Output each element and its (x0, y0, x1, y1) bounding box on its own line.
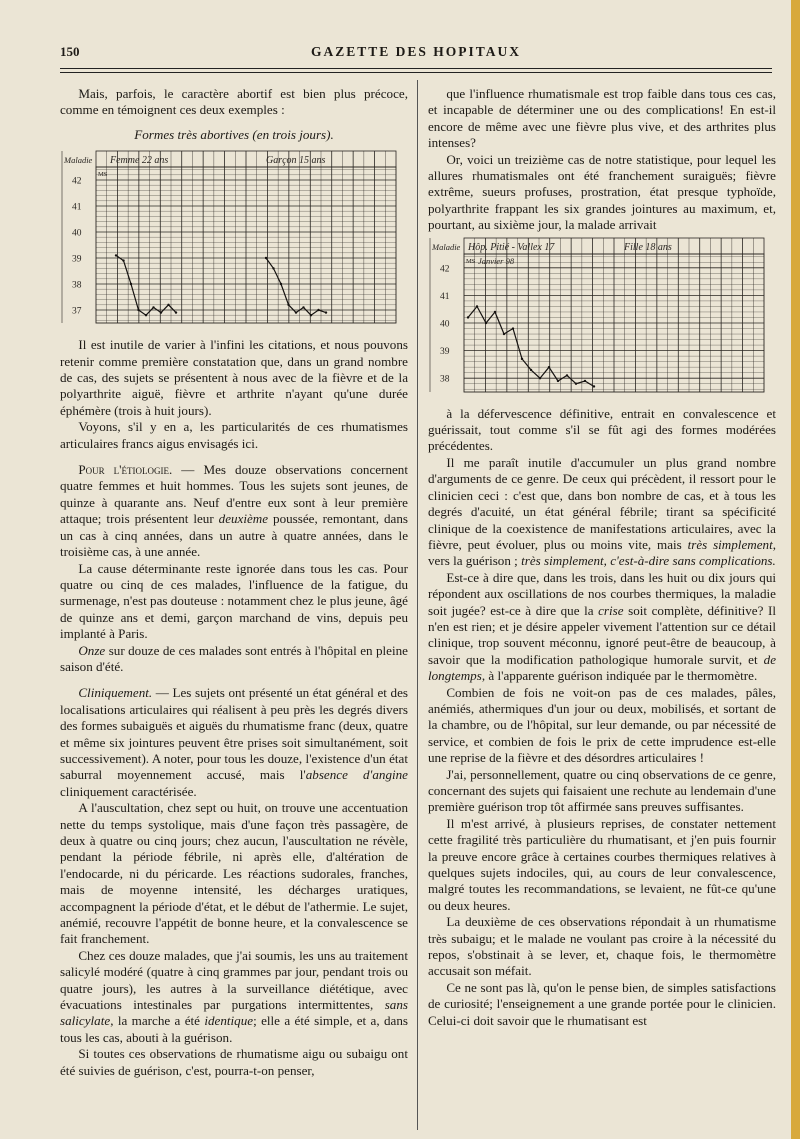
chart-point (265, 257, 267, 259)
emphasis: absence d'angine (305, 767, 408, 783)
chart-tick-label: 37 (72, 306, 82, 317)
text-run: , la marche a été (110, 1013, 205, 1029)
chart-tick-label: 39 (72, 254, 82, 265)
text-run: cliniquement caractérisée. (60, 783, 197, 799)
chart-point (584, 379, 586, 381)
text-run: Chez ces douze malades, que j'ai soumis, les uns au traitement salicylé modéré (quatre à cinq grammes par jour, pendant trois ou quatre jours), les autres à la surveillance diététique, avec évacuations intestinales par purgations intermittentes, (60, 947, 408, 1013)
page-number: 150 (60, 44, 80, 59)
chart-series-line (266, 258, 326, 315)
chart-point (302, 306, 304, 308)
paragraph (60, 948, 408, 1046)
emphasis: Onze (78, 642, 106, 658)
chart-row-label: S (471, 257, 475, 265)
chart-y-label: Maladie (64, 155, 93, 166)
chart-tick-label: 42 (72, 176, 82, 187)
text-run: — Les sujets ont présenté un état général et des localisations articulaires qui réalisent à peu près les degrés divers des formes subaiguës et aiguës du rhumatisme franc (deux, quatre et même six jointures peuvent être prises soit simultanément, soit successivement). A noter, pour tous les douze, l'existence d'un état saburral moyennement accusé, mais l' (60, 685, 408, 783)
chart-tick-label: 39 (440, 346, 450, 357)
chart-tick-label: 42 (440, 263, 450, 274)
chart-point (566, 374, 568, 376)
chart-point (175, 312, 177, 314)
chart-point (160, 312, 162, 314)
chart-series-line (468, 306, 594, 386)
chart-header-label: Fille 18 ans (624, 241, 672, 253)
chart-point (280, 283, 282, 285)
chart-row-label: S (103, 171, 107, 179)
journal-title: GAZETTE DES HOPITAUX (310, 44, 522, 59)
emphasis: sans salicylate (60, 997, 408, 1029)
chart-row-label: M (466, 257, 472, 265)
chart-header-label: Garçon 15 ans (266, 155, 326, 167)
right-column (428, 86, 776, 1029)
text-run: Est-ce à dire que, dans les trois, dans les huit ou dix jours qui répondent aux oscillations de nos courbes thermiques, la maladie soit jugée? est-ce à dire que la (428, 569, 776, 618)
text-run: poussée, remontant, dans un cas à cinq années, dans un autre à quatre années, dans le troisième cas, à une année. (60, 511, 408, 560)
chart-tick-label: 40 (440, 319, 450, 330)
paragraph: Il m'est arrivé, à plusieurs reprises, de constater nettement cette fragilité très particulière du rhumatisant, et j'en puis fournir la preuve encore grâce à certaines courbes thermiques relatives à quelques sujets indociles, qui, au cours de leur convalescence, malgré toutes les recommandations, se levaient, ne fût-ce qu'une ou deux heures. (428, 815, 776, 913)
chart-point (167, 304, 169, 306)
paragraph: La cause déterminante reste ignorée dans tous les cas. Pour quatre ou cinq de ces malades, l'influence de la fatigue, du surmenage, n'est pas douteuse : notamment chez le plus jeune, âgé de quinze ans et demi, garçon marchand de vins, depuis peu implanté à Paris. (60, 560, 408, 642)
paragraph: Or, voici un treizième cas de notre statistique, pour lequel les allures rhumatismales ont été franchement suraiguës; fièvre extrême, sueurs profuses, prostration, état presque typhoïde, polyarthrite frappant les six grandes jointures au maximum, et, pourtant, au sixième jour, la malade arrivait (428, 151, 776, 233)
text-run: — Mes douze observations concernent quatre femmes et huit hommes. Tous les sujets sont jeunes, de quinze à quarante ans. Neuf d'entre eux sont à leur première attaque; trois présentent leur (60, 462, 408, 527)
section-label: Pour l'étiologie. (78, 462, 173, 478)
chart-point (521, 357, 523, 359)
paragraph: Si toutes ces observations de rhumatisme aigu ou subaigu ont été suivies de guérison, c'est, pourra-t-on penser, (60, 1046, 408, 1078)
chart-point (122, 260, 124, 262)
paragraph-etiologie (60, 462, 408, 560)
chart-tick-label: 38 (440, 374, 450, 385)
figure-caption: Formes très abortives (en trois jours). (134, 126, 334, 142)
chart-point (467, 316, 469, 318)
paragraph: Combien de fois ne voit-on pas de ces malades, pâles, anémiés, athermiques d'un jour ou deux, mobilisés, et sortant de la chambre, ou de l'hôpital, sur leur demande, ou par nécessité de service, et combien de fois le prix de cette imprudence est-elle une reprise de la fièvre et des désordres articulaires ! (428, 684, 776, 766)
chart-point (557, 379, 559, 381)
chart-tick-label: 40 (72, 228, 82, 239)
chart-header-label: Femme 22 ans (110, 155, 169, 167)
emphasis: deuxième (218, 511, 269, 527)
chart-point (115, 254, 117, 256)
chart-point (593, 385, 595, 387)
chart-point (310, 314, 312, 316)
paragraph: La deuxième de ces observations répondait à un rhumatisme très subaigu; et le malade ne voulant pas croire à la nécessité du repos, s'obstinait à se lever, et, chaque fois, le thermomètre accusait son méfait. (428, 914, 776, 979)
temperature-chart-2 (428, 236, 768, 396)
chart-row-label: M (98, 171, 104, 179)
chart-point (485, 321, 487, 323)
chart-point (152, 306, 154, 308)
page-edge-strip (791, 0, 800, 1139)
text-run: Il me paraît inutile d'accumuler un plus grand nombre d'arguments de ce genre. De ceux qui précèdent, il ressort pour le clinicien ceci : c'est que, dans bon nombre de cas, et à tous les degrés d'acuité, un état général fébrile; tirant sa spécificité clinique de la coexistence de manifestations articulaires, avec la fièvre, peut évoluer, plus ou moins vite, mais (428, 454, 776, 552)
chart-point (548, 366, 550, 368)
emphasis: identique (204, 1013, 254, 1029)
paragraph: Il est inutile de varier à l'infini les citations, et nous pouvons retenir comme première constatation que, dans un grand nombre de cas, des sujets se présentent à nous avec de la fièvre et de la polyarthrite aiguë, fièvre et arthrite n'ayant qu'une durée éphémère (trois à huit jours). (60, 337, 408, 418)
paragraph: J'ai, personnellement, quatre ou cinq observations de ce genre, concernant des sujets qui faisaient une rechute au lendemain d'une première guérison trop tôt affirmée sans preuves suffisantes. (428, 766, 776, 815)
chart-point (295, 312, 297, 314)
chart-tick-label: 38 (72, 280, 82, 291)
paragraph: à la défervescence définitive, entrait en convalescence et guérissait, tout comme s'il se fût agi des formes modérées précédentes. (428, 405, 776, 454)
section-label: Cliniquement. (78, 685, 153, 701)
chart-point (530, 368, 532, 370)
paragraph (60, 643, 408, 676)
text-run: sur douze de ces malades sont entrés à l'hôpital en pleine saison d'été. (60, 642, 408, 674)
chart-point (145, 314, 147, 316)
text-run: ; elle a été simple, et a, dans tous les cas, abouti à la guérison. (60, 1013, 408, 1045)
paragraph: Mais, parfois, le caractère abortif est bien plus précoce, comme en témoignent ces deux exemples : (60, 86, 408, 118)
text-run: soit complète, définitive? Il n'en est rien; et je désire appeler vivement l'attention sur ce détail clinique, trop souvent méconnu, ignoré peut-être de beaucoup, à savoir que la modification pathologique humorale survit, et (428, 602, 776, 667)
paragraph: Ce ne sont pas là, qu'on le pense bien, de simples satisfactions de curiosité; l'enseignement a une grande portée pour le clinicien. Celui-ci doit savoir que le rhumatisant est (428, 979, 776, 1028)
chart-header-label: Hôp. Pitié - Vallex 17 (468, 241, 555, 253)
chart-series-line (116, 256, 176, 316)
chart-tick-label: 41 (440, 291, 450, 302)
text-run: , vers la guérison ; (428, 536, 776, 569)
left-column (60, 86, 408, 1079)
chart-point (287, 304, 289, 306)
emphasis: très simplement (687, 536, 773, 552)
chart-point (325, 312, 327, 314)
header-rule-thin (60, 72, 772, 73)
paragraph: A l'auscultation, chez sept ou huit, on trouve une accentuation nette du temps systolique, mais d'une façon très passagère, de deux à quatre ou cinq jours; chez aucun, l'auscultation ne révèle, pendant la période fébrile, ni après elle, d'altération de l'endocarde, ni du péricarde. Les réactions sudorales, franches, mais de moyenne intensité, les décharges uratiques, accompagnent la période d'état, et le début de l'athermie. Le sujet, anémié, recouvre l'appétit de bonne heure, et la convalescence se fait franchement. (60, 800, 408, 947)
chart-point (539, 377, 541, 379)
paragraph: que l'influence rhumatismale est trop faible dans tous ces cas, et incapable de déterminer une ou des complications! En est-il encore de même avec une fièvre plus vive, et des arthrites plus intenses? (428, 86, 776, 151)
chart-point (317, 309, 319, 311)
temperature-chart-1 (60, 149, 400, 327)
chart-point (575, 382, 577, 384)
running-header (60, 44, 772, 64)
emphasis: de longtemps (428, 651, 776, 684)
paragraph (428, 570, 776, 685)
chart-point (272, 267, 274, 269)
text-run: , à l'apparente guérison indiquée par le thermomètre. (481, 668, 758, 684)
chart-point (512, 327, 514, 329)
paragraph: Voyons, s'il y en a, les particularités de ces rhumatismes articulaires francs aigus envisagés ici. (60, 419, 408, 451)
chart-point (137, 309, 139, 311)
paragraph (428, 455, 776, 570)
chart-point (130, 283, 132, 285)
chart-tick-label: 41 (72, 202, 82, 213)
paragraph-cliniquement (60, 685, 408, 800)
column-separator (417, 80, 418, 1130)
chart-point (476, 305, 478, 307)
chart-point (503, 332, 505, 334)
chart-point (494, 310, 496, 312)
chart-y-label: Maladie (432, 241, 461, 252)
emphasis: crise (598, 602, 624, 618)
chart-date-label: Janvier 98 (478, 255, 515, 266)
emphasis: très simplement, c'est-à-dire sans complications. (521, 553, 776, 569)
header-rule (60, 68, 772, 69)
